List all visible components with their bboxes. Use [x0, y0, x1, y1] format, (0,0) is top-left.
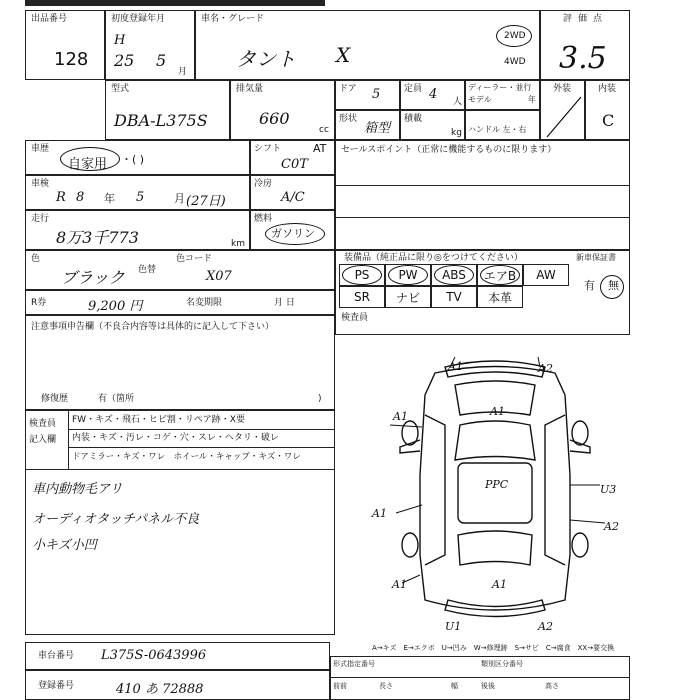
- color-code: X07: [206, 269, 232, 284]
- inspector-label-2: 記入欄: [29, 435, 57, 445]
- warranty-none: 無: [608, 279, 619, 292]
- footer-small-6: 幅: [451, 682, 458, 690]
- damage-mark: A2: [604, 520, 619, 533]
- equipment-item: PS: [339, 264, 385, 286]
- damage-mark: U3: [600, 483, 617, 496]
- drive-4wd: 4WD: [504, 57, 526, 67]
- footer-small-2: 類別区分番号: [481, 660, 523, 668]
- drive-2wd-circle: [496, 25, 532, 47]
- equipment-item: TV: [431, 286, 477, 308]
- recycle-value: 9,200 円: [88, 299, 143, 314]
- warranty-yes: 有: [584, 279, 595, 292]
- grade: X: [336, 43, 351, 67]
- damage-mark: A2: [538, 620, 553, 633]
- model-box: [105, 80, 230, 140]
- fuel-circle: [265, 223, 325, 245]
- car-name-box: [195, 10, 540, 80]
- usage-circle: [60, 147, 120, 171]
- mileage-value: 8万3千773: [56, 228, 139, 247]
- dealer-box: [465, 80, 540, 110]
- color-value: ブラック: [61, 268, 125, 287]
- sales-line-2: [336, 217, 629, 218]
- equipment-circle: [342, 265, 382, 285]
- exterior-grade-box: [540, 80, 585, 140]
- interior-grade-box: [585, 80, 630, 140]
- declaration-label: 注意事項申告欄（不良合内容等は具体的に記入して下さい）: [31, 322, 275, 332]
- insp-line-2: [68, 447, 334, 448]
- model-value: DBA-L375S: [114, 111, 208, 130]
- inspection-day: (27日): [186, 194, 226, 209]
- equipment-item: ナビ: [385, 286, 431, 308]
- reg-number-row: [25, 670, 330, 700]
- body-shape-label: 形状: [339, 114, 358, 124]
- reg-number: 410 あ 72888: [116, 682, 204, 697]
- color-code-label: 色コード: [176, 254, 213, 264]
- inspection-year: 8: [76, 190, 85, 205]
- color-label: 色: [31, 254, 41, 264]
- km-unit: km: [231, 239, 245, 249]
- sales-point-box: [335, 140, 630, 250]
- body-shape-box: [335, 110, 400, 140]
- footer-small-1: 形式指定番号: [333, 660, 375, 668]
- mileage-row: [25, 210, 250, 250]
- equipment-item: ABS: [431, 264, 477, 286]
- car-damage-diagram: [360, 355, 630, 635]
- handle-label: ハンドル 左・右: [468, 125, 527, 134]
- car-name: タント: [236, 47, 296, 71]
- handwritten-note-3: 小キズ小凹: [32, 538, 97, 553]
- load-unit: kg: [451, 128, 462, 138]
- recycle-row: [25, 290, 335, 315]
- doors-label: ドア: [339, 84, 357, 94]
- car-name-label: 車名・グレード: [201, 14, 265, 24]
- color-row: [25, 250, 335, 290]
- score-box: [540, 10, 630, 80]
- inspector-section: [25, 410, 335, 470]
- equipment-item: エアB: [477, 264, 523, 286]
- sheet-top-strip: [25, 0, 325, 6]
- equipment-item: SR: [339, 286, 385, 308]
- equipment-item: AW: [523, 264, 569, 286]
- capacity-box: [400, 80, 465, 110]
- equipment-circle: [434, 265, 474, 285]
- chassis-row: [25, 642, 330, 670]
- capacity-value: 4: [429, 87, 438, 102]
- inspection-label: 車検: [31, 179, 50, 189]
- fw-row: FW・キズ・飛石・ヒビ割・リペア跡・X要: [72, 415, 245, 425]
- ac-label: 冷房: [254, 179, 273, 189]
- warranty-label: 新車保証書: [576, 253, 616, 262]
- reg-year: 25: [114, 51, 135, 70]
- repair-value: 有（箇所: [98, 394, 135, 404]
- fuel-value: ガソリン: [271, 227, 315, 240]
- usage-label: 車歴: [31, 144, 50, 154]
- handle-box: [465, 110, 540, 140]
- spec-table-footer: [330, 656, 630, 700]
- lot-number: 128: [54, 49, 89, 70]
- inspection-year-unit: 年: [104, 192, 115, 205]
- sales-point-label: セールスポイント（正常に機能するものに限ります）: [341, 145, 557, 155]
- first-registration-box: [105, 10, 195, 80]
- score-label: 評価点: [563, 14, 609, 24]
- damage-mark: A1: [448, 360, 463, 373]
- mileage-label: 走行: [31, 214, 50, 224]
- footer-small-3: 前前: [333, 682, 347, 690]
- interior-row: 内装・キズ・汚レ・コゲ・穴・スレ・ヘタリ・破レ: [72, 433, 279, 443]
- inspector-label-1: 検査員: [29, 419, 57, 429]
- ac-value: A/C: [281, 190, 305, 205]
- chassis-label: 車台番号: [38, 651, 75, 661]
- dealer-label: ディーラー・並行: [468, 83, 532, 92]
- capacity-label: 定員: [404, 84, 423, 94]
- load-label: 積載: [404, 114, 423, 124]
- inspector-label: 検査員: [341, 313, 369, 323]
- color-change-label: 色替: [138, 265, 157, 275]
- inspection-era: R: [56, 190, 66, 205]
- handwritten-note-2: オーディオタッチパネル不良: [32, 512, 200, 527]
- ac-box: [250, 175, 335, 210]
- mirror-row: ドアミラー・キズ・ワレ ホイール・キャップ・キズ・ワレ: [72, 452, 301, 462]
- name-change-rest: 月 日: [274, 298, 295, 308]
- diagram-legend: A→キズ E→エクボ U→凹み W→修理跡 S→サビ C→腐食 XX→要交換: [372, 644, 615, 652]
- displacement-box: [230, 80, 335, 140]
- year-unit: 年: [528, 95, 536, 104]
- inspection-month: 5: [136, 190, 145, 205]
- handwritten-notes-box: [25, 470, 335, 635]
- close-paren: ): [318, 394, 322, 404]
- handwritten-note-1: 車内動物毛アリ: [32, 482, 123, 497]
- shift-type: AT: [313, 142, 327, 155]
- doors-box: [335, 80, 400, 110]
- usage-rest: ・( ): [121, 153, 145, 166]
- spec-footer-line: [331, 677, 629, 678]
- notes-box: [25, 315, 335, 410]
- reg-number-label: 登録番号: [38, 681, 75, 691]
- equipment-circle: [480, 265, 520, 285]
- model-label: 型式: [111, 84, 130, 94]
- displacement-label: 排気量: [236, 84, 264, 94]
- usage-value: 自家用: [68, 157, 108, 172]
- interior-grade: C: [602, 111, 615, 130]
- fuel-label: 燃料: [254, 214, 273, 224]
- interior-label: 内装: [598, 84, 617, 94]
- repair-label: 修復歴: [41, 394, 69, 404]
- drive-2wd: 2WD: [504, 31, 526, 41]
- equipment-circle: [388, 265, 428, 285]
- score: 3.5: [559, 41, 607, 76]
- exterior-slash: [541, 81, 586, 141]
- damage-mark: A2: [538, 362, 553, 375]
- damage-mark: A1: [492, 578, 507, 591]
- body-shape-value: 箱型: [364, 121, 391, 136]
- month-unit: 月: [178, 67, 188, 77]
- usage-row: [25, 140, 250, 175]
- exterior-label: 外装: [553, 84, 572, 94]
- footer-small-7: 高さ: [545, 682, 559, 690]
- load-box: [400, 110, 465, 140]
- footer-small-4: 後後: [481, 682, 495, 690]
- chassis-number: L375S-0643996: [101, 648, 207, 663]
- cc-unit: cc: [319, 125, 329, 135]
- fuel-box: [250, 210, 335, 250]
- reg-month: 5: [156, 51, 167, 70]
- model-year-label: モデル: [468, 95, 492, 104]
- damage-mark: A1: [372, 507, 387, 520]
- damage-mark: A1: [392, 578, 407, 591]
- recycle-label: R券: [31, 298, 47, 308]
- damage-mark: A1: [393, 410, 408, 423]
- inspection-row: [25, 175, 250, 210]
- displacement-value: 660: [259, 109, 290, 128]
- name-change-label: 名変期限: [186, 298, 223, 308]
- era-mark: H: [114, 33, 126, 48]
- equipment-title: 装備品（純正品に限り◎をつけてください）: [344, 253, 523, 263]
- equipment-item: PW: [385, 264, 431, 286]
- damage-mark: PPC: [485, 478, 509, 491]
- lot-label: 出品番号: [31, 14, 68, 24]
- sales-line-1: [336, 185, 629, 186]
- lot-number-box: [25, 10, 105, 80]
- warranty-none-circle: [600, 275, 624, 299]
- equipment-item: 本革: [477, 286, 523, 308]
- insp-line-1: [68, 429, 334, 430]
- damage-mark: U1: [445, 620, 462, 633]
- shift-box: [250, 140, 335, 175]
- shift-value: C0T: [281, 157, 308, 172]
- damage-mark: A1: [490, 405, 505, 418]
- doors-value: 5: [372, 87, 381, 102]
- inspection-month-unit: 月: [174, 192, 185, 205]
- insp-vline: [68, 411, 69, 469]
- shift-label: シフト: [254, 144, 282, 154]
- first-reg-label: 初度登録年月: [111, 14, 166, 24]
- person-unit: 人: [453, 97, 463, 107]
- footer-small-5: 長さ: [379, 682, 393, 690]
